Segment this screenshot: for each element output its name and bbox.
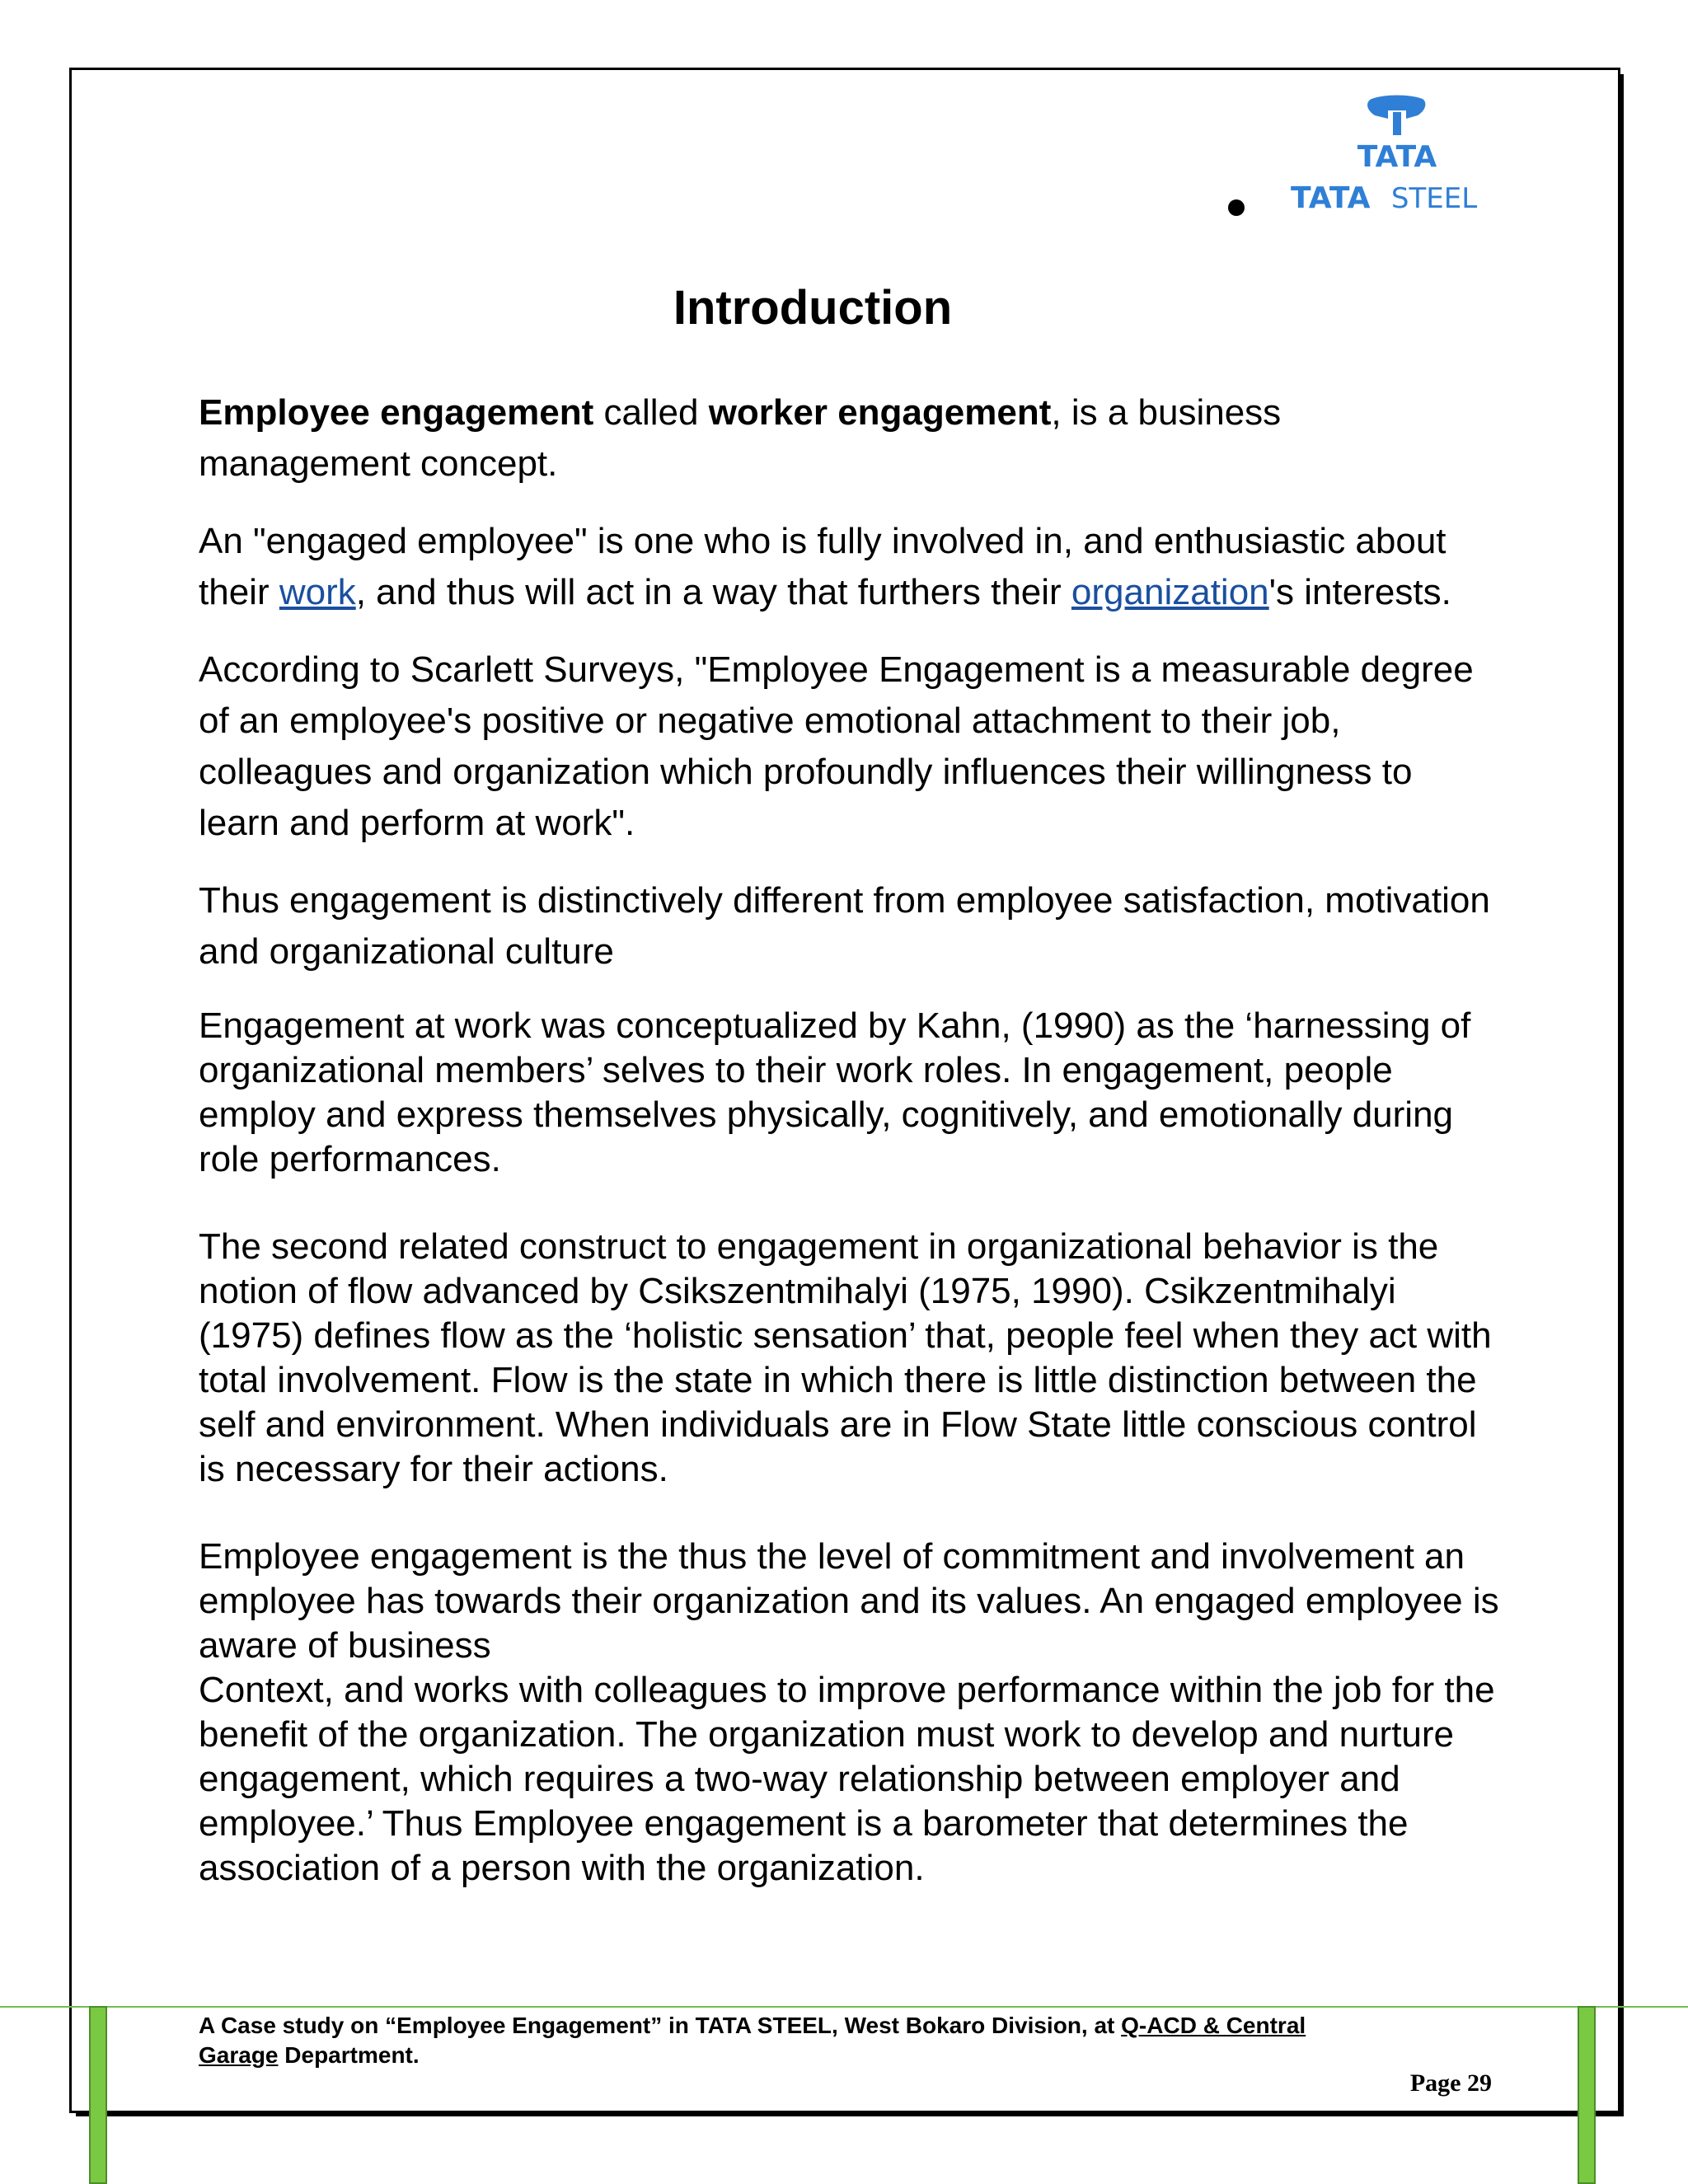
text-span: , is a business management concept. [199,392,1282,484]
footer-bar-right [1578,2006,1596,2184]
paragraph-7-line-2: Context, and works with colleagues to improve performance within the job for the benefit of the organization. The organization must work to develop and nurture engagement, which requires a two-way relationship between employer and employee.’ Thus Employee engagement is a barometer that determines the association of a person with the organization. [199,1670,1495,1888]
paragraph-3: According to Scarlett Surveys, "Employee Engagement is a measurable degree of an employee's positive or negative emotional attachment to their job, colleagues and organization which profoundly influences their willingness to learn and perform at work". [199,649,1474,843]
page-shadow-right [1620,74,1624,2116]
text-span: An "engaged employee" is one who is fully involved in, and enthusiastic about their [199,521,1447,612]
footer-underlined-1: Q-ACD & Central [1121,2013,1306,2038]
paragraph-4: Thus engagement is distinctively different from employee satisfaction, motivation and organizational culture [199,880,1490,972]
organization-link[interactable]: organization [1071,572,1269,612]
page-shadow-bottom [76,2113,1624,2116]
work-link[interactable]: work [279,572,356,612]
footer-rule [0,2006,1688,2008]
paragraph-2 [199,516,1501,618]
paragraph-6: The second related construct to engagement in organizational behavior is the notion of flow advanced by Csikszentmihalyi (1975, 1990). Csikzentmihalyi (1975) defines flow as the ‘holistic sensation’ that, people feel when they act with total involvement. Flow is the state in which there is little distinction between the self and environment. When individuals are in Flow State little conscious control is necessary for their actions. [199,1226,1492,1489]
paragraph-5: Engagement at work was conceptualized by Kahn, (1990) as the ‘harnessing of organizational members’ selves to their work roles. In engagement, people employ and express themselves physically, cognitively, and emotionally during role performances. [199,1005,1471,1179]
footer-text-span: Department. [278,2042,420,2068]
tata-steel-logo [1286,92,1558,224]
logo-steel-text: STEEL [1390,182,1478,215]
footer-underlined-2: Garage [199,2042,279,2068]
logo-tata-text: TATA [1357,140,1437,174]
footer-text-span: A Case study on “Employee Engagement” in TATA STEEL, West Bokaro Division, at [199,2013,1122,2038]
text-span: 's interests. [1268,572,1451,612]
logo-tata-bold: TATA [1291,181,1371,215]
paragraph-7-line-1: Employee engagement is the thus the level of commitment and involvement an employee has towards their organization and its values. An engaged employee is aware of business [199,1536,1499,1666]
paragraph-7 [199,1535,1501,1891]
page-number: Page 29 [1409,2069,1492,2097]
text-span: , and thus will act in a way that furthers their [355,572,1071,612]
svg-text:TATA STEEL [1291,181,1477,215]
term-employee-engagement: Employee engagement [199,392,594,433]
footer-bar-left [89,2006,107,2184]
term-worker-engagement: worker engagement [708,392,1052,433]
bullet-dot [1228,199,1245,216]
tata-emblem-icon [1367,96,1425,136]
page-title: Introduction [673,281,953,335]
text-span: called [593,392,709,433]
document-body [199,387,1501,1891]
paragraph-1 [199,387,1501,490]
footer-caption [199,2011,1517,2070]
